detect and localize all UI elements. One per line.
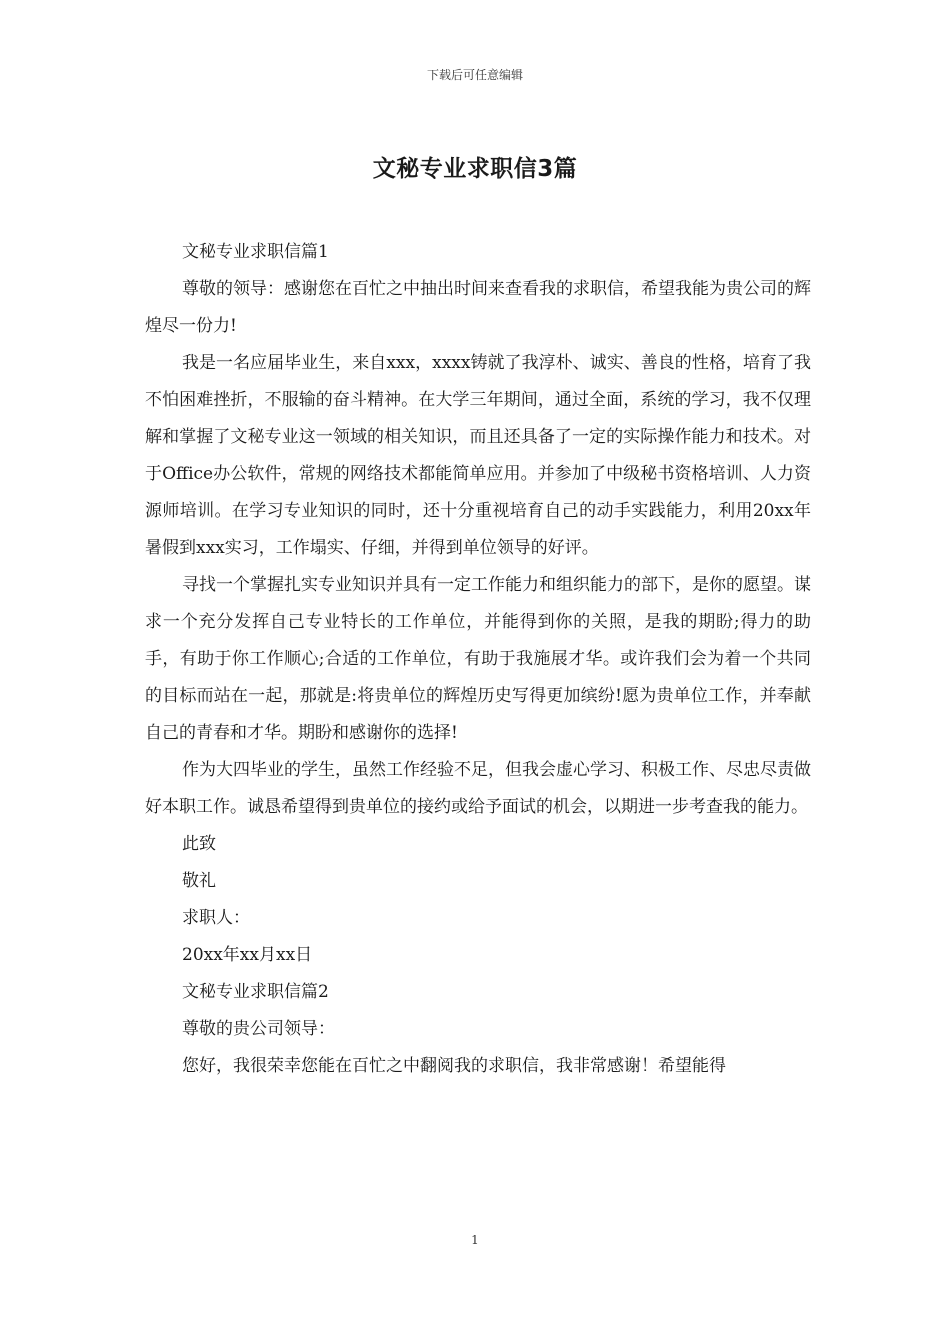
salutation-line: 此致 <box>182 834 216 854</box>
document-title: 文秘专业求职信3篇 <box>372 156 578 182</box>
regards-line: 敬礼 <box>182 871 216 891</box>
section-heading-1: 文秘专业求职信篇1 <box>182 242 329 262</box>
applicant-line: 求职人： <box>182 908 250 928</box>
section-heading-2: 文秘专业求职信篇2 <box>182 982 329 1002</box>
greeting-paragraph: 尊敬的领导：感谢您在百忙之中抽出时间来查看我的求职信，希望我能为贵公司的辉煌尽一份力! <box>145 279 811 336</box>
aspiration-paragraph: 寻找一个掌握扎实专业知识并具有一定工作能力和组织能力的部下，是你的愿望。谋求一个充分发挥自己专业特长的工作单位，并能得到你的关照，是我的期盼;得力的助手，有助于你工作顺心;合适的工作单位，有助于我施展才华。或许我们会为着一个共同的目标而站在一起，那就是:将贵单位的辉煌历史写得更加缤纷!愿为贵单位工作，并奉献自己的青春和才华。期盼和感谢你的选择! <box>145 575 811 743</box>
letter-2-opening: 您好，我很荣幸您能在百忙之中翻阅我的求职信，我非常感谢！希望能得 <box>182 1056 726 1076</box>
closing-paragraph: 作为大四毕业的学生，虽然工作经验不足，但我会虚心学习、积极工作、尽忠尽责做好本职工作。诚恳希望得到贵单位的接约或给予面试的机会，以期进一步考查我的能力。 <box>145 760 811 817</box>
document-body <box>145 234 811 1085</box>
date-line: 20xx年xx月xx日 <box>182 945 313 965</box>
page-header: 下载后可任意编辑 <box>426 68 523 82</box>
page-number: 1 <box>471 1233 479 1247</box>
greeting-line-2: 尊敬的贵公司领导： <box>182 1019 335 1039</box>
intro-paragraph: 我是一名应届毕业生，来自xxx，xxxx铸就了我淳朴、诚实、善良的性格，培育了我不怕困难挫折，不服输的奋斗精神。在大学三年期间，通过全面，系统的学习，我不仅理解和掌握了文秘专业这一领域的相关知识，而且还具备了一定的实际操作能力和技术。对于Office办公软件，常规的网络技术都能简单应用。并参加了中级秘书资格培训、人力资源师培训。在学习专业知识的同时，还十分重视培育自己的动手实践能力，利用20xx年暑假到xxx实习，工作塌实、仔细，并得到单位领导的好评。 <box>145 353 811 558</box>
